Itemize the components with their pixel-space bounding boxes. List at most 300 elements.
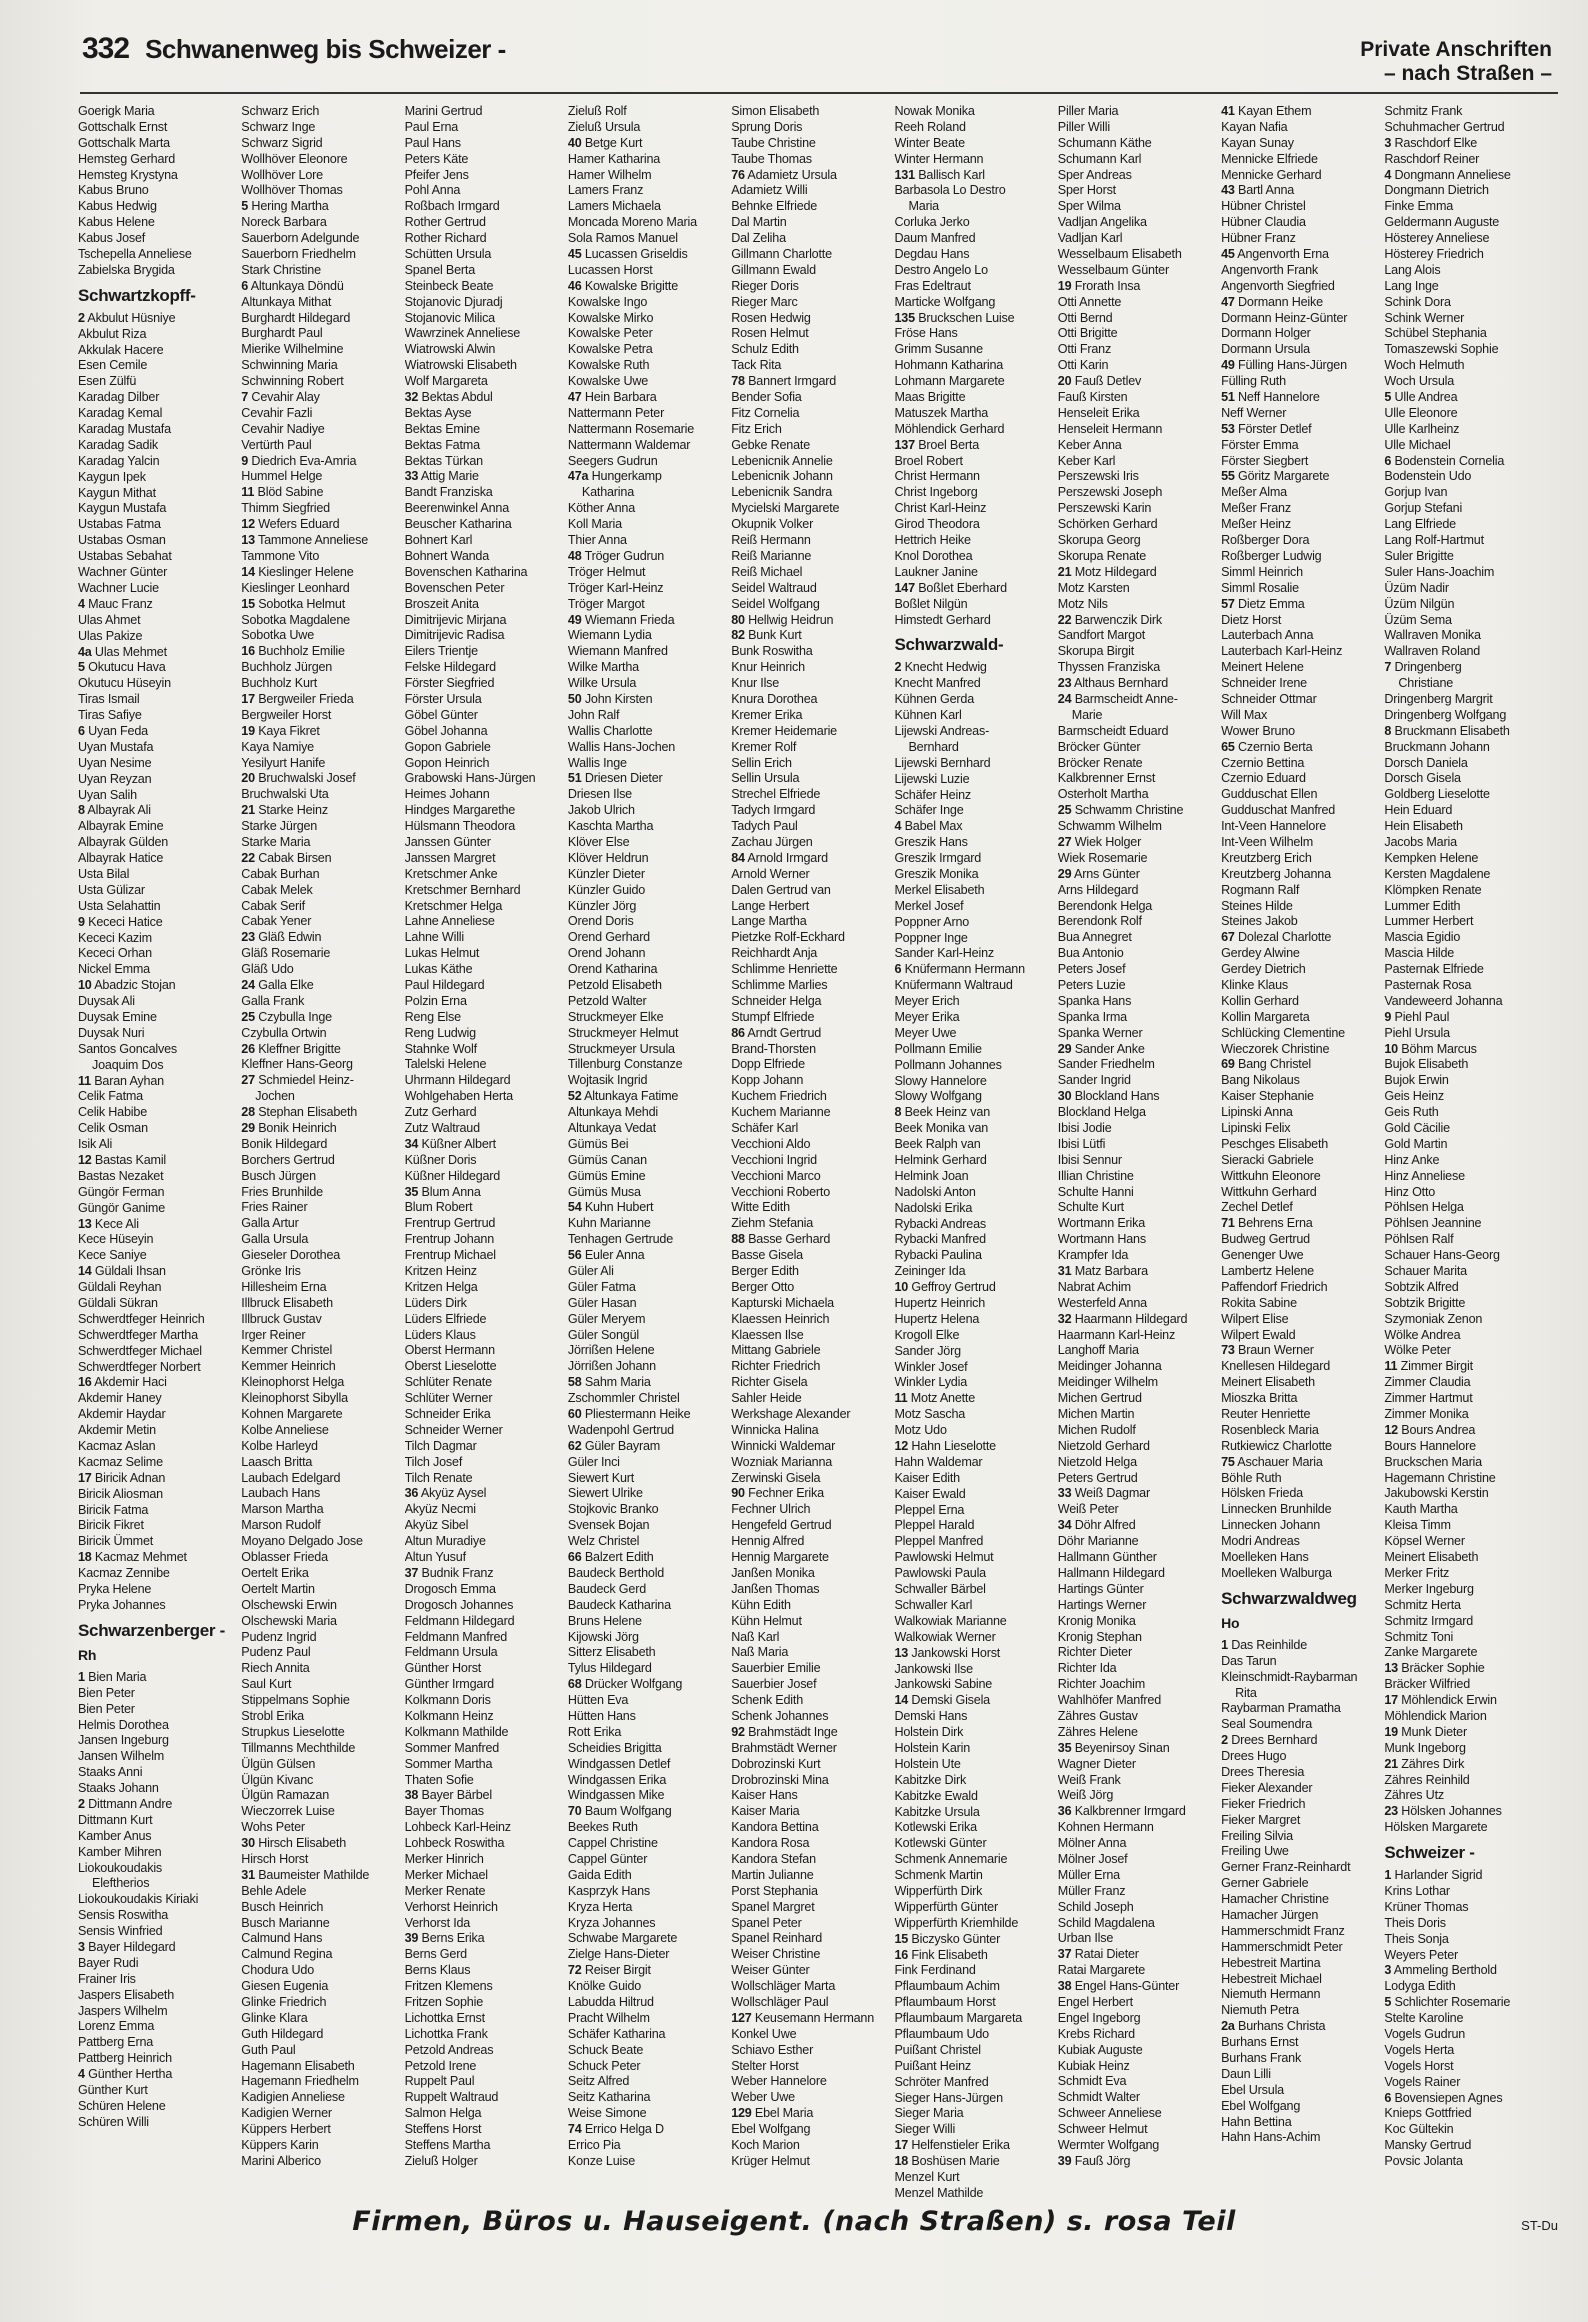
house-number: 147: [894, 580, 915, 595]
resident-entry: [78, 899, 241, 915]
resident-name: Spanel Margret: [731, 1899, 815, 1914]
house-number: 88: [731, 1232, 745, 1247]
resident-entry: [405, 581, 568, 597]
resident-name: Schauer Hans-Georg: [1384, 1248, 1500, 1263]
resident-entry: [1221, 660, 1384, 676]
resident-entry: [731, 946, 894, 962]
resident-entry: [405, 1661, 568, 1677]
resident-name: Galla Frank: [241, 993, 305, 1008]
resident-name: Kühn Helmut: [731, 1613, 802, 1628]
resident-name: Hahn Waldemar: [894, 1454, 983, 1469]
resident-name: Poppner Inge: [894, 930, 968, 945]
resident-name: Hammerschmidt Franz: [1221, 1923, 1345, 1938]
resident-name: Fechner Erika: [748, 1486, 824, 1501]
resident-entry: [1058, 1471, 1221, 1487]
house-number: 4: [78, 596, 85, 611]
resident-name: Jankowski Ilse: [894, 1661, 973, 1676]
resident-entry: [1384, 199, 1547, 215]
resident-entry: [405, 1391, 568, 1407]
resident-name: Wohlgehaben Herta: [404, 1089, 513, 1104]
resident-entry: [241, 279, 404, 295]
resident-entry: [1384, 1407, 1547, 1423]
resident-name: Dormann Ursula: [1221, 342, 1310, 357]
resident-entry: [568, 660, 731, 676]
resident-name: Suler Brigitte: [1384, 548, 1454, 563]
resident-entry: [894, 851, 1057, 867]
resident-name: Kabus Josef: [78, 231, 146, 246]
resident-entry: [894, 946, 1057, 962]
resident-entry: [731, 469, 894, 485]
resident-name: Wipperfürth Dirk: [894, 1883, 983, 1898]
resident-entry: [568, 469, 731, 485]
resident-entry: [1058, 628, 1221, 644]
resident-entry: [405, 1725, 568, 1741]
resident-entry: [731, 978, 894, 994]
resident-name: Kacmaz Aslan: [78, 1439, 156, 1454]
resident-name: Hamacher Christine: [1221, 1892, 1329, 1907]
resident-entry: [568, 787, 731, 803]
resident-entry: [731, 851, 894, 867]
resident-entry: [78, 358, 241, 374]
resident-name: Burhans Christa: [1238, 2019, 1326, 2034]
resident-entry: [1058, 771, 1221, 787]
resident-name: Attig Marie: [420, 469, 479, 484]
resident-name: Kayan Nafia: [1221, 119, 1288, 134]
resident-entry: [1384, 930, 1547, 946]
house-number: 47a: [567, 469, 589, 484]
resident-entry: [731, 311, 894, 327]
street-heading: Schwarzwald-: [894, 635, 1004, 655]
resident-name: Dimitrijevic Mirjana: [404, 612, 507, 627]
resident-name: Schuck Beate: [567, 2042, 644, 2057]
resident-name: Schumann Karl: [1057, 151, 1142, 166]
resident-entry: [731, 120, 894, 136]
resident-name: Stelte Karoline: [1384, 2011, 1464, 2026]
resident-name: Pollmann Johannes: [894, 1057, 1002, 1072]
resident-name: Wower Bruno: [1221, 723, 1295, 738]
resident-entry: [894, 1677, 1057, 1693]
resident-entry: [241, 1391, 404, 1407]
resident-entry: [731, 660, 894, 676]
resident-name: Fauß Jörg: [1074, 2153, 1131, 2168]
resident-name: Staaks Anni: [78, 1765, 143, 1780]
resident-entry: [1058, 1121, 1221, 1137]
resident-entry: [1058, 1232, 1221, 1248]
resident-entry: [1221, 1486, 1384, 1502]
resident-name: Krüner Thomas: [1384, 1899, 1469, 1914]
resident-name: Schink Dora: [1384, 294, 1451, 309]
resident-name: Harlander Sigrid: [1394, 1868, 1483, 1883]
resident-name: Jankowski Horst: [911, 1645, 1001, 1660]
resident-name: Fechner Ulrich: [731, 1502, 811, 1517]
resident-entry: [405, 120, 568, 136]
resident-entry: [894, 517, 1057, 533]
resident-name: Zechel Detlef: [1221, 1200, 1293, 1215]
resident-name: Seitz Alfred: [567, 2074, 630, 2089]
resident-entry: [405, 1979, 568, 1995]
resident-name: Frainer Iris: [78, 1971, 136, 1986]
resident-name: Lamers Michaela: [567, 199, 661, 214]
resident-name: Lukas Käthe: [404, 962, 473, 977]
resident-entry: [78, 788, 241, 804]
resident-name: Boßlet Nilgün: [894, 596, 968, 611]
resident-name: Bohnert Wanda: [404, 548, 490, 563]
resident-entry: [241, 1153, 404, 1169]
resident-name: Riech Annita: [241, 1661, 310, 1676]
resident-entry: [78, 517, 241, 533]
resident-name: Biricik Adnan: [94, 1470, 166, 1485]
resident-name: Fauß Kirsten: [1057, 390, 1128, 405]
resident-entry: [894, 1375, 1057, 1391]
resident-name: Richter Ida: [1057, 1661, 1117, 1676]
resident-name: Kaiser Hans: [731, 1788, 798, 1803]
resident-entry: [405, 1105, 568, 1121]
resident-entry: [1058, 1661, 1221, 1677]
house-number: 65: [1221, 739, 1235, 754]
resident-name: Drees Bernhard: [1231, 1733, 1318, 1748]
resident-name: Beyenirsoy Sinan: [1074, 1740, 1170, 1755]
resident-name: Hahn Bettina: [1221, 2114, 1292, 2129]
resident-name: Blum Anna: [421, 1184, 481, 1199]
resident-entry: [1384, 1010, 1547, 1026]
resident-entry: [405, 867, 568, 883]
resident-name: Puißant Christel: [894, 2042, 981, 2057]
resident-name: Rokita Sabine: [1221, 1295, 1297, 1310]
resident-entry: [1221, 168, 1384, 184]
resident-name: Schenk Edith: [731, 1693, 803, 1708]
resident-name: Lijewski Luzie: [894, 771, 970, 786]
house-number: 55: [1221, 469, 1235, 484]
resident-name: Wallis Inge: [567, 755, 627, 770]
resident-entry: [241, 1486, 404, 1502]
resident-entry: [894, 104, 1057, 120]
resident-name: Sander Friedhelm: [1057, 1057, 1155, 1072]
house-number: 8: [78, 803, 85, 818]
resident-entry: [731, 136, 894, 152]
resident-entry: [1058, 803, 1221, 819]
resident-entry: [241, 1709, 404, 1725]
resident-name: Hering Martha: [251, 199, 329, 214]
resident-entry: [568, 1153, 731, 1169]
resident-entry: [1384, 835, 1547, 851]
resident-name: Konkel Uwe: [731, 2026, 797, 2041]
footer-notice: Firmen, Büros u. Hauseigent. (nach Straßen) s. rosa Teil: [352, 2206, 1236, 2237]
resident-name: Pasternak Elfriede: [1384, 962, 1484, 977]
resident-name: Kotlewski Günter: [894, 1836, 987, 1851]
resident-entry: [1058, 1804, 1221, 1820]
resident-name: Klöver Heldrun: [567, 850, 649, 865]
resident-name: Kleinophorst Sibylla: [241, 1391, 348, 1406]
resident-name: Reiß Michael: [731, 564, 803, 579]
resident-name: Kubiak Heinz: [1057, 2058, 1130, 2073]
resident-entry: [405, 454, 568, 470]
house-number: 38: [404, 1788, 419, 1803]
resident-entry: [1221, 2130, 1384, 2146]
resident-entry: [241, 183, 404, 199]
resident-name: Pfeifer Jens: [404, 167, 469, 182]
resident-name: Marini Alberico: [241, 2153, 321, 2168]
resident-name: Güldali Reyhan: [78, 1280, 162, 1295]
resident-entry: [894, 1201, 1057, 1217]
resident-name: Schwamm Christine: [1074, 803, 1184, 818]
resident-name: Piehl Paul: [1394, 1009, 1450, 1024]
resident-name: Pöhlsen Helga: [1384, 1200, 1464, 1215]
resident-entry: [78, 1312, 241, 1328]
resident-entry: [78, 136, 241, 152]
resident-name: Bien Peter: [78, 1701, 135, 1716]
resident-entry: [78, 946, 241, 962]
resident-name: Stojanovic Djuradj: [404, 294, 503, 309]
resident-entry: [1058, 2027, 1221, 2043]
resident-name: Bruckmann Elisabeth: [1394, 723, 1510, 738]
resident-entry: [405, 1264, 568, 1280]
resident-name: Ebel Maria: [754, 2106, 814, 2121]
resident-entry: [1384, 549, 1547, 565]
resident-entry: [568, 867, 731, 883]
resident-name: Slowy Wolfgang: [894, 1089, 982, 1104]
resident-name: Salmon Helga: [404, 2106, 482, 2121]
resident-name: Rogmann Ralf: [1221, 882, 1300, 897]
resident-name: Frentrup Johann: [404, 1232, 495, 1247]
resident-entry: [1058, 613, 1221, 629]
resident-name: Wieczorek Christine: [1221, 1041, 1330, 1056]
resident-entry: [894, 1026, 1057, 1042]
resident-entry: [894, 1105, 1057, 1121]
resident-name: Liokoukoudakis Kiriaki: [78, 1892, 199, 1907]
resident-entry: [731, 613, 894, 629]
resident-entry: [241, 199, 404, 215]
resident-entry: [894, 788, 1057, 804]
resident-name: Albayrak Hatice: [78, 851, 164, 866]
resident-entry: [1384, 1820, 1547, 1836]
resident-entry: [1221, 581, 1384, 597]
resident-name: Nickel Emma: [78, 962, 150, 977]
resident-entry: [405, 756, 568, 772]
resident-entry: [568, 724, 731, 740]
resident-entry: [241, 1757, 404, 1773]
resident-name: Merkel Josef: [894, 898, 964, 913]
resident-entry: [1058, 1518, 1221, 1534]
resident-entry: [405, 1741, 568, 1757]
resident-entry: [78, 613, 241, 629]
resident-name: Wollschläger Paul: [731, 1994, 829, 2009]
resident-entry: [568, 1042, 731, 1058]
resident-entry: [568, 835, 731, 851]
resident-name: Svensek Bojan: [567, 1518, 650, 1533]
resident-entry: [731, 390, 894, 406]
resident-entry: [894, 1550, 1057, 1566]
resident-entry: [1384, 1232, 1547, 1248]
resident-entry: [731, 1757, 894, 1773]
resident-entry: [731, 883, 894, 899]
resident-entry: [731, 104, 894, 120]
resident-name: Oberst Hermann: [404, 1343, 495, 1358]
resident-name: Drobrozinski Mina: [731, 1772, 829, 1787]
resident-entry: [78, 772, 241, 788]
resident-name: Stumpf Elfriede: [731, 1009, 815, 1024]
resident-entry: [1221, 597, 1384, 613]
resident-entry: [894, 1360, 1057, 1376]
resident-entry: [894, 613, 1057, 629]
resident-name: Berendonk Helga: [1057, 898, 1153, 913]
resident-entry: [894, 2186, 1057, 2202]
resident-name: Kohnen Hermann: [1057, 1820, 1154, 1835]
resident-entry: [241, 1439, 404, 1455]
resident-name: Sellin Ursula: [731, 771, 800, 786]
resident-entry: [1384, 962, 1547, 978]
resident-name: Tadych Paul: [731, 819, 798, 834]
resident-name: Gläß Rosemarie: [241, 946, 331, 961]
resident-entry: [1221, 485, 1384, 501]
resident-name: Steffens Martha: [404, 2138, 491, 2152]
resident-entry: [731, 501, 894, 517]
resident-name: Gerdey Dietrich: [1221, 962, 1306, 977]
resident-entry: [894, 1074, 1057, 1090]
resident-entry: [894, 136, 1057, 152]
resident-name: Int-Veen Wilhelm: [1221, 834, 1314, 849]
resident-entry: [241, 1423, 404, 1439]
resident-entry: [1221, 2083, 1384, 2099]
resident-name: Sahm Maria: [584, 1375, 651, 1390]
resident-entry: [1384, 1057, 1547, 1073]
resident-name: Beuscher Katharina: [404, 517, 512, 532]
resident-entry: [568, 2090, 731, 2106]
resident-name: Lipinski Felix: [1221, 1121, 1291, 1135]
resident-name: Hein Elisabeth: [1384, 819, 1463, 834]
resident-entry: [405, 1328, 568, 1344]
resident-entry: [405, 660, 568, 676]
resident-name: Sobtzik Brigitte: [1384, 1295, 1466, 1310]
resident-entry: [1221, 978, 1384, 994]
resident-entry: [1058, 1026, 1221, 1042]
resident-entry: [241, 1582, 404, 1598]
resident-entry: [894, 1296, 1057, 1312]
resident-entry: [405, 628, 568, 644]
resident-entry: [241, 1820, 404, 1836]
resident-name: Hamer Katharina: [567, 151, 661, 166]
resident-entry: [241, 1916, 404, 1932]
resident-name: Zähres Reinhild: [1384, 1772, 1470, 1787]
resident-name: Duysak Nuri: [78, 1025, 145, 1040]
resident-name: Steinbeck Beate: [404, 278, 494, 293]
resident-entry: [731, 199, 894, 215]
resident-entry: [894, 549, 1057, 565]
resident-name: Wilpert Elise: [1221, 1311, 1289, 1326]
resident-name: Chodura Udo: [241, 1963, 315, 1978]
resident-name: Beerenwinkel Anna: [404, 501, 510, 516]
directory-column: [568, 104, 731, 2202]
resident-entry: [1058, 1709, 1221, 1725]
resident-name: Das Tarun: [1221, 1653, 1277, 1668]
resident-name: Strechel Elfriede: [731, 787, 821, 802]
resident-entry: [568, 1216, 731, 1232]
resident-name: Motz Udo: [894, 1423, 947, 1438]
resident-entry: [1384, 883, 1547, 899]
house-number: 76: [731, 167, 745, 182]
house-number: 20: [241, 771, 255, 786]
resident-name: Kalkbrenner Ernst: [1057, 771, 1156, 786]
resident-name: Kretschmer Helga: [404, 898, 503, 913]
resident-name: Schneider Irene: [1221, 676, 1307, 691]
resident-entry: [241, 899, 404, 915]
resident-entry: [241, 1296, 404, 1312]
resident-entry: [1384, 740, 1547, 756]
resident-entry: [1221, 247, 1384, 263]
resident-entry: [78, 1407, 241, 1423]
resident-entry: [1221, 1749, 1384, 1765]
resident-name: Polzin Erna: [404, 993, 467, 1008]
resident-name: Hupertz Heinrich: [894, 1296, 986, 1311]
resident-entry: [1384, 1725, 1547, 1741]
resident-name: Hungerkamp: [591, 469, 662, 484]
resident-entry: [1221, 994, 1384, 1010]
resident-entry: [1058, 1137, 1221, 1153]
resident-name: Fieker Margret: [1221, 1812, 1301, 1827]
resident-name: Budnik Franz: [421, 1565, 494, 1580]
resident-name: Moelleken Walburga: [1221, 1565, 1332, 1580]
resident-name: Munk Ingeborg: [1384, 1740, 1466, 1755]
resident-name: Kaya Fikret: [258, 723, 320, 738]
resident-entry: [731, 533, 894, 549]
house-number: 18: [78, 1550, 92, 1565]
resident-name: Mennicke Gerhard: [1221, 167, 1322, 182]
directory-column: [78, 104, 241, 2202]
resident-name: Gerdey Alwine: [1221, 946, 1300, 961]
resident-name: Haarmann Karl-Heinz: [1057, 1327, 1176, 1342]
resident-name: Spanel Berta: [404, 262, 476, 277]
resident-entry: [241, 2138, 404, 2154]
resident-entry: [1384, 1773, 1547, 1789]
resident-entry: [568, 1105, 731, 1121]
resident-entry: [1384, 1868, 1547, 1884]
resident-entry: [78, 1439, 241, 1455]
house-number: 34: [404, 1136, 419, 1151]
resident-name: Bua Antonio: [1057, 946, 1124, 961]
resident-name: Eleftherios: [92, 1876, 150, 1891]
resident-entry: [1221, 1765, 1384, 1781]
resident-entry: [78, 1105, 241, 1121]
resident-entry: [894, 1995, 1057, 2011]
resident-name: Förster Detlef: [1238, 421, 1312, 436]
resident-name: Broszeit Anita: [404, 596, 479, 611]
resident-entry: [1058, 2043, 1221, 2059]
resident-entry: [568, 295, 731, 311]
resident-entry: [568, 883, 731, 899]
resident-entry: [1058, 311, 1221, 327]
resident-name: Behle Adele: [241, 1883, 307, 1898]
resident-name: Kuhn Hubert: [584, 1200, 654, 1215]
house-number: 13: [241, 533, 255, 548]
resident-name: Bräcker Sophie: [1401, 1661, 1485, 1676]
resident-name: Kuhn Marianne: [567, 1216, 651, 1231]
resident-name: Schlichter Rosemarie: [1394, 1995, 1511, 2010]
resident-name: Winter Hermann: [894, 151, 984, 166]
resident-name: Karadag Mustafa: [78, 422, 171, 437]
resident-entry: [1221, 835, 1384, 851]
resident-name: Moelleken Hans: [1221, 1550, 1309, 1565]
resident-entry: [1384, 1312, 1547, 1328]
resident-name: Kaygun Mustafa: [78, 501, 167, 516]
resident-name: Wahlhöfer Manfred: [1057, 1693, 1162, 1708]
resident-name: Bujok Erwin: [1384, 1073, 1449, 1088]
house-number: 11: [1384, 1359, 1398, 1374]
resident-name: Dongmann Dietrich: [1384, 183, 1489, 198]
resident-name: Okutucu Hava: [88, 660, 166, 675]
resident-entry: [241, 1359, 404, 1375]
resident-name: Hinz Otto: [1384, 1184, 1436, 1199]
district-code: Rh: [78, 1646, 97, 1663]
resident-name: Feldmann Ursula: [404, 1645, 498, 1660]
